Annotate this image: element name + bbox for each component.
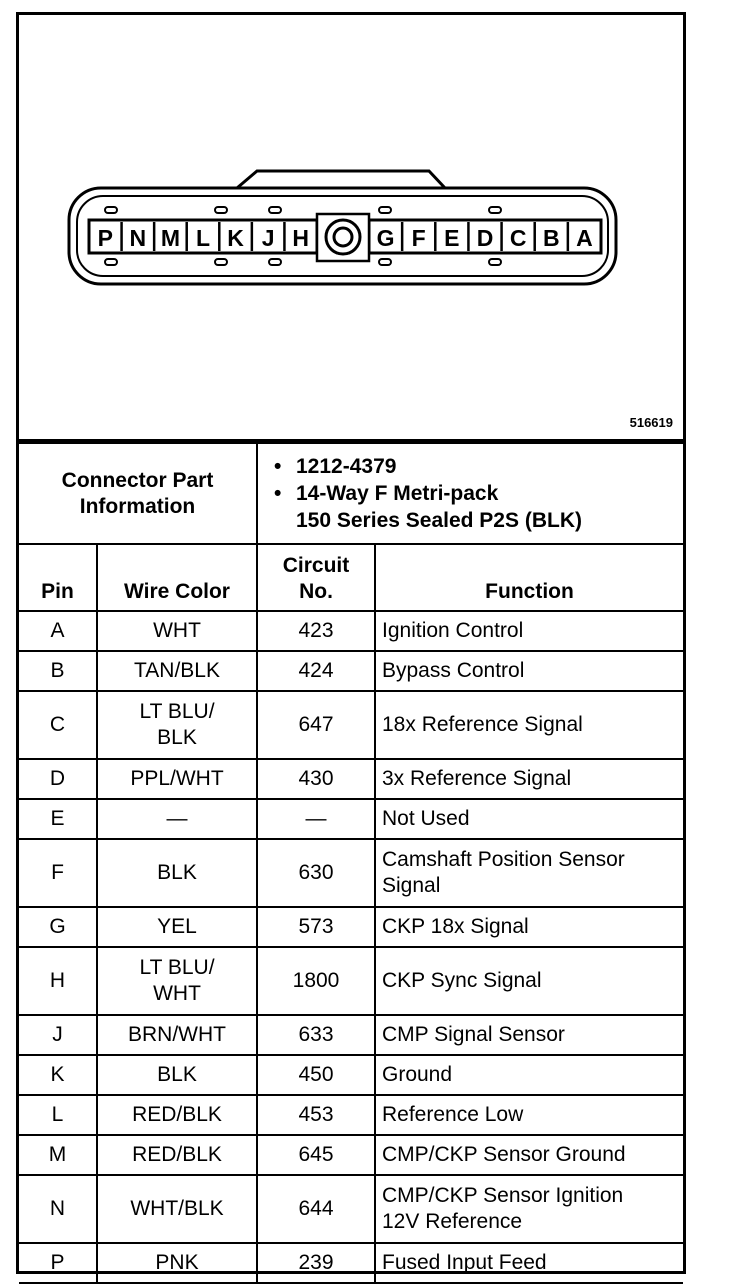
header-function: Function xyxy=(375,544,683,611)
wire-color-cell xyxy=(97,1055,257,1095)
circuit-cell xyxy=(257,691,375,759)
function-cell-line2: Signal xyxy=(382,874,441,897)
function-cell-line1: Ignition Control xyxy=(382,619,524,642)
table-row xyxy=(19,1055,683,1095)
circuit-cell-line1: 645 xyxy=(298,1143,334,1166)
circuit-cell-line1: 630 xyxy=(298,861,334,884)
function-cell-line1: Reference Low xyxy=(382,1103,524,1126)
circuit-cell-line1: 430 xyxy=(298,767,334,790)
connector-pin-label: F xyxy=(411,225,426,251)
circuit-cell xyxy=(257,799,375,839)
pin-cell xyxy=(19,1243,97,1283)
function-cell xyxy=(375,1175,683,1243)
part-info-label-line2: Information xyxy=(79,494,196,518)
wire-color-cell-line1: BLK xyxy=(157,1063,197,1086)
header-row xyxy=(19,544,683,611)
pin-cell-line1: E xyxy=(50,807,65,830)
table-row xyxy=(19,759,683,799)
function-cell-line1: 3x Reference Signal xyxy=(382,767,572,790)
circuit-cell-line1: 453 xyxy=(298,1103,334,1126)
pin-cell xyxy=(19,1055,97,1095)
pin-cell xyxy=(19,1135,97,1175)
part-number: • 1212-4379 xyxy=(296,453,677,480)
pin-cell-line1: G xyxy=(49,915,66,938)
wire-color-cell-line1: BRN/WHT xyxy=(128,1023,226,1046)
wire-color-cell-line1: BLK xyxy=(157,861,197,884)
pin-cell xyxy=(19,611,97,651)
pin-cell xyxy=(19,947,97,1015)
table-row xyxy=(19,907,683,947)
pin-cell xyxy=(19,1095,97,1135)
wire-color-cell xyxy=(97,1015,257,1055)
pinout-table xyxy=(19,442,683,1284)
connector-pin-label: G xyxy=(376,225,395,251)
wire-color-cell-line1: LT BLU/ xyxy=(139,700,215,723)
part-info-label xyxy=(19,443,257,544)
pin-cell-line1: C xyxy=(49,713,66,736)
function-cell-line1: Fused Input Feed xyxy=(382,1251,547,1274)
wire-color-cell xyxy=(97,907,257,947)
connector-pin-label: E xyxy=(444,225,460,251)
function-cell-line1: CMP Signal Sensor xyxy=(382,1023,565,1046)
function-cell-line1: Ground xyxy=(382,1063,453,1086)
pin-cell xyxy=(19,1015,97,1055)
circuit-cell-line1: 644 xyxy=(298,1197,334,1220)
header-circuit-line2: No. xyxy=(299,580,333,603)
circuit-cell xyxy=(257,907,375,947)
header-circuit xyxy=(257,544,375,611)
circuit-cell-line1: 633 xyxy=(298,1023,334,1046)
wire-color-cell xyxy=(97,799,257,839)
pin-cell-line1: M xyxy=(48,1143,67,1166)
function-cell xyxy=(375,907,683,947)
connector-pin-label: H xyxy=(292,225,310,251)
part-info-label-line1: Connector Part xyxy=(61,468,214,492)
pin-cell xyxy=(19,651,97,691)
table-row xyxy=(19,1135,683,1175)
pin-cell xyxy=(19,907,97,947)
circuit-cell-line1: 1800 xyxy=(292,969,340,992)
part-info-details xyxy=(257,443,683,544)
connector-pin-label: M xyxy=(160,225,181,251)
function-cell-line1: CMP/CKP Sensor Ignition xyxy=(382,1184,624,1207)
wire-color-cell-line1: WHT xyxy=(153,619,201,642)
table-row xyxy=(19,651,683,691)
circuit-cell-line1: 450 xyxy=(298,1063,334,1086)
wire-color-cell xyxy=(97,611,257,651)
connector-pin-label: B xyxy=(542,225,560,251)
wire-color-cell-line1: PNK xyxy=(155,1251,199,1274)
part-info-row xyxy=(19,443,683,544)
connector-pin-label: K xyxy=(227,225,244,251)
wire-color-cell xyxy=(97,1243,257,1283)
part-description-line1: • 14-Way F Metri-pack xyxy=(296,480,677,507)
wire-color-cell-line1: TAN/BLK xyxy=(134,659,220,682)
table-row xyxy=(19,1243,683,1283)
circuit-cell xyxy=(257,947,375,1015)
function-cell xyxy=(375,651,683,691)
circuit-cell xyxy=(257,1243,375,1283)
table-row xyxy=(19,947,683,1015)
pin-cell-line1: P xyxy=(50,1251,65,1274)
circuit-cell-line1: 424 xyxy=(298,659,334,682)
function-cell xyxy=(375,1135,683,1175)
function-cell xyxy=(375,1015,683,1055)
wire-color-cell xyxy=(97,1095,257,1135)
function-cell xyxy=(375,759,683,799)
wire-color-cell-line1: RED/BLK xyxy=(132,1103,222,1126)
pin-cell-line1: B xyxy=(50,659,65,682)
function-cell-line1: Bypass Control xyxy=(382,659,525,682)
table-row xyxy=(19,1175,683,1243)
circuit-cell xyxy=(257,651,375,691)
function-cell xyxy=(375,947,683,1015)
circuit-cell-line1: 573 xyxy=(298,915,334,938)
function-cell xyxy=(375,1055,683,1095)
function-cell-line1: Not Used xyxy=(382,807,470,830)
function-cell-line1: CKP Sync Signal xyxy=(382,969,542,992)
wire-color-cell-line1: YEL xyxy=(157,915,197,938)
pin-cell-line1: J xyxy=(52,1023,63,1046)
connector-pin-label: N xyxy=(129,225,147,251)
connector-document xyxy=(16,12,686,1274)
connector-pin-label: D xyxy=(476,225,494,251)
function-cell xyxy=(375,1243,683,1283)
wire-color-cell xyxy=(97,1135,257,1175)
function-cell xyxy=(375,1095,683,1135)
pin-cell-line1: L xyxy=(51,1103,64,1126)
function-cell xyxy=(375,691,683,759)
wire-color-cell-line2: BLK xyxy=(157,726,197,749)
figure-id: 516619 xyxy=(629,415,673,430)
table-row xyxy=(19,839,683,907)
circuit-cell xyxy=(257,611,375,651)
wire-color-cell xyxy=(97,1175,257,1243)
function-cell-line2: 12V Reference xyxy=(382,1210,523,1233)
header-pin: Pin xyxy=(19,544,97,611)
table-row xyxy=(19,1095,683,1135)
header-wire-color: Wire Color xyxy=(97,544,257,611)
circuit-cell xyxy=(257,1015,375,1055)
circuit-cell xyxy=(257,1135,375,1175)
table-row xyxy=(19,799,683,839)
pin-cell xyxy=(19,799,97,839)
wire-color-cell-line1: RED/BLK xyxy=(132,1143,222,1166)
connector-pin-label: C xyxy=(509,225,527,251)
wire-color-cell xyxy=(97,651,257,691)
circuit-cell-line1: 423 xyxy=(298,619,334,642)
wire-color-cell-line1: — xyxy=(166,807,188,830)
connector-pin-label: J xyxy=(261,225,275,251)
circuit-cell xyxy=(257,1095,375,1135)
part-description-line2: 150 Series Sealed P2S (BLK) xyxy=(296,509,582,532)
wire-color-cell-line1: LT BLU/ xyxy=(139,956,215,979)
circuit-cell-line1: 239 xyxy=(298,1251,334,1274)
connector-diagram xyxy=(19,15,683,442)
wire-color-cell xyxy=(97,691,257,759)
pin-cell xyxy=(19,759,97,799)
function-cell-line1: CKP 18x Signal xyxy=(382,915,529,938)
wire-color-cell xyxy=(97,839,257,907)
circuit-cell xyxy=(257,839,375,907)
wire-color-cell xyxy=(97,947,257,1015)
table-row xyxy=(19,611,683,651)
header-circuit-line1: Circuit xyxy=(282,554,350,577)
connector-pin-label: L xyxy=(195,225,211,251)
connector-pin-label: A xyxy=(576,225,593,251)
function-cell-line1: 18x Reference Signal xyxy=(382,713,583,736)
circuit-cell xyxy=(257,1175,375,1243)
table-row xyxy=(19,1015,683,1055)
pin-cell xyxy=(19,1175,97,1243)
pin-cell-line1: N xyxy=(49,1197,66,1220)
pin-cell-line1: K xyxy=(50,1063,65,1086)
connector-pin-label: P xyxy=(97,225,113,251)
wire-color-cell-line1: PPL/WHT xyxy=(130,767,224,790)
pin-cell-line1: F xyxy=(51,861,64,884)
pin-cell-line1: A xyxy=(50,619,65,642)
circuit-cell-line1: — xyxy=(305,807,327,830)
function-cell xyxy=(375,839,683,907)
wire-color-cell xyxy=(97,759,257,799)
pin-cell-line1: D xyxy=(49,767,66,790)
wire-color-cell-line2: WHT xyxy=(153,982,201,1005)
function-cell xyxy=(375,611,683,651)
circuit-cell xyxy=(257,1055,375,1095)
connector-drawing xyxy=(19,15,683,439)
pin-cell xyxy=(19,691,97,759)
function-cell-line1: CMP/CKP Sensor Ground xyxy=(382,1143,626,1166)
wire-color-cell-line1: WHT/BLK xyxy=(130,1197,224,1220)
function-cell xyxy=(375,799,683,839)
pin-cell-line1: H xyxy=(49,969,66,992)
circuit-cell-line1: 647 xyxy=(298,713,334,736)
function-cell-line1: Camshaft Position Sensor xyxy=(382,848,625,871)
table-row xyxy=(19,691,683,759)
pin-cell xyxy=(19,839,97,907)
circuit-cell xyxy=(257,759,375,799)
